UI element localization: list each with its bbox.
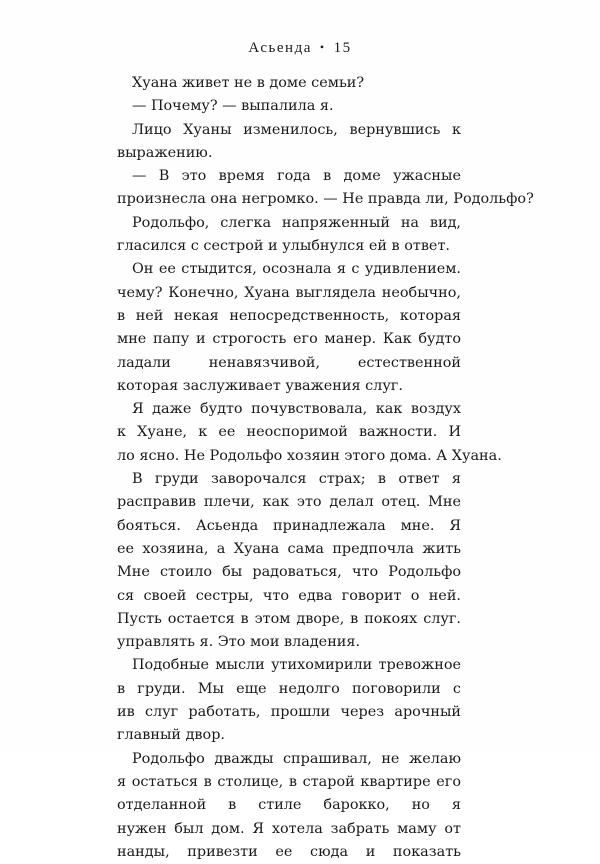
text-line: Я даже будто почувствовала, как воздух — [132, 401, 461, 418]
text-line: В груди заворочался страх; в ответ я — [132, 471, 461, 488]
text-line: Мне стоило бы радоваться, что Родольфо — [117, 564, 461, 581]
text-line: — Почему? — выпалила я. — [132, 98, 334, 115]
text-line: управлять я. Это мои владения. — [117, 634, 361, 651]
text-line: расправив плечи, как это делал отец. Мне — [117, 494, 461, 511]
body-text — [117, 72, 534, 864]
bullet-separator: • — [319, 40, 326, 54]
text-line: — В это время года в доме ужасные — [132, 168, 461, 185]
text-line: мне папу и строгость его манер. Как будто — [117, 331, 461, 348]
text-line: в груди. Мы еще недолго поговорили с — [117, 680, 461, 697]
text-line: которая заслуживает уважения слуг. — [117, 377, 403, 394]
text-line: ее хозяина, а Хуана сама предпочла жить — [117, 540, 461, 557]
running-head — [0, 40, 600, 57]
text-line: ся своей сестры, что едва говорит о ней. — [117, 587, 461, 604]
text-line: Он ее стыдится, осознала я с удивлением. — [132, 261, 461, 278]
text-line: ладали ненавязчивой, естественной — [117, 354, 461, 371]
text-line: выражению. — [117, 144, 213, 161]
text-line: чему? Конечно, Хуана выглядела необычно, — [117, 284, 461, 301]
text-line: гласился с сестрой и улыбнулся ей в ответ. — [117, 238, 450, 255]
text-line: главный двор. — [117, 727, 225, 744]
text-line: нанды, привезти ее сюда и показать — [117, 843, 461, 860]
text-line: к Хуане, к ее неоспоримой важности. И — [117, 424, 461, 441]
text-line: нужен был дом. Я хотела забрать маму от — [117, 820, 461, 837]
text-line: Пусть остается в этом дворе, в покоях слуг. — [117, 610, 461, 627]
text-line: Родольфо, слегка напряженный на вид, — [132, 214, 461, 231]
text-line: Родольфо дважды спрашивал, не желаю — [132, 750, 461, 767]
text-line: я остаться в столице, в старой квартире его — [117, 773, 461, 790]
text-line: бояться. Асьенда принадлежала мне. Я — [117, 517, 461, 534]
text-line: ив слуг работать, прошли через арочный — [117, 704, 461, 721]
text-line: ло ясно. Не Родольфо хозяин этого дома. А Хуана. — [117, 447, 502, 464]
page-number: 15 — [333, 40, 352, 56]
text-line: отделанной в стиле барокко, но я — [117, 797, 461, 814]
book-title: Асьенда — [248, 40, 312, 56]
text-line: в ней некая непосредственность, которая — [117, 307, 461, 324]
text-line: Подобные мысли утихомирили тревожное — [132, 657, 461, 674]
text-line: Лицо Хуаны изменилось, вернувшись к — [132, 121, 461, 138]
text-line: произнесла она негромко. — Не правда ли, Родольфо? — [117, 191, 534, 208]
text-line: Хуана живет не в доме семьи? — [132, 75, 365, 91]
